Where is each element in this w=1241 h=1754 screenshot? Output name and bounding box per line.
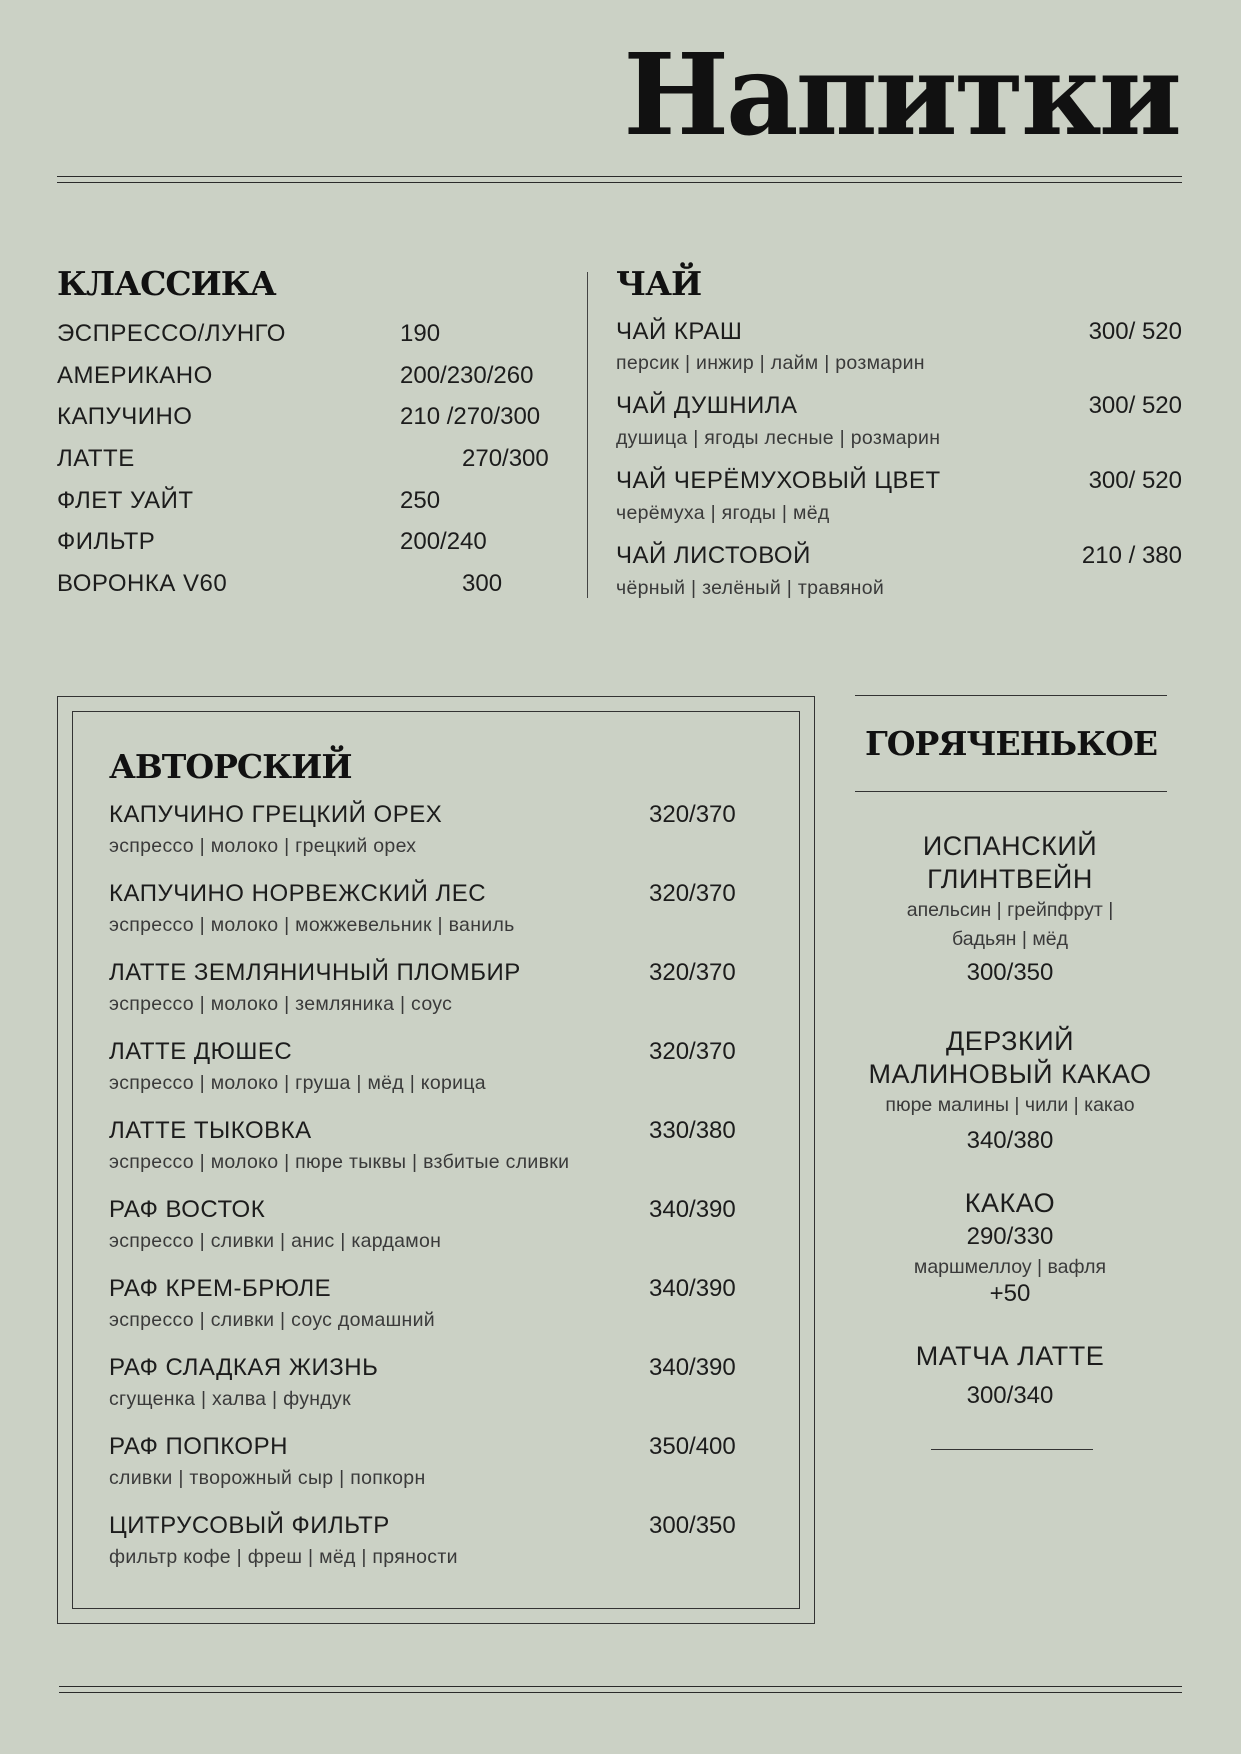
item-price: 250 (400, 487, 441, 514)
hot-item (850, 1340, 1170, 1413)
hot-bottom-rule (855, 791, 1167, 792)
hot-item (850, 830, 1170, 990)
item-description: чёрный | зелёный | травяной (616, 577, 885, 599)
item-description: черёмуха | ягоды | мёд (616, 502, 830, 524)
item-name: РАФ ВОСТОК (109, 1196, 266, 1223)
item-description: эспрессо | сливки | анис | кардамон (109, 1230, 442, 1252)
item-name: КАПУЧИНО ГРЕЦКИЙ ОРЕХ (109, 801, 443, 828)
item-name: ВОРОНКА V60 (57, 570, 228, 597)
hot-end-rule (931, 1449, 1093, 1450)
page-title: Напитки (623, 30, 1179, 161)
item-description: сливки | творожный сыр | попкорн (109, 1467, 426, 1489)
item-description: сгущенка | халва | фундук (109, 1388, 351, 1410)
item-name: РАФ ПОПКОРН (109, 1433, 288, 1460)
item-price: 210 / 380 (1081, 542, 1182, 569)
item-name: ФИЛЬТР (57, 528, 156, 555)
item-description: бадьян | мёд (952, 928, 1068, 950)
item-price: 210 /270/300 (400, 403, 541, 430)
item-price: 340/380 (966, 1127, 1054, 1154)
item-description: эспрессо | молоко | можжевельник | ваниль (109, 914, 515, 936)
hot-item (850, 1187, 1170, 1308)
item-name: КАПУЧИНО (57, 403, 193, 430)
item-name: ЛАТТЕ (57, 445, 135, 472)
item-name: ЛАТТЕ ТЫКОВКА (109, 1117, 312, 1144)
item-name: ИСПАНСКИЙ (922, 831, 1098, 861)
hot-top-rule (855, 695, 1167, 696)
item-price: 270/300 (462, 445, 549, 472)
item-name: ФЛЕТ УАЙТ (57, 487, 194, 514)
item-description: маршмеллоу | вафля (913, 1256, 1107, 1278)
item-description: персик | инжир | лайм | розмарин (616, 352, 925, 374)
item-name: ЭСПРЕССО/ЛУНГО (57, 320, 286, 347)
item-description: душица | ягоды лесные | розмарин (616, 427, 941, 449)
item-price: 200/230/260 (400, 362, 534, 389)
item-name: МАТЧА ЛАТТЕ (915, 1341, 1105, 1371)
item-name: АМЕРИКАНО (57, 362, 213, 389)
item-price: 300/ 520 (1088, 467, 1182, 494)
item-price: 300/350 (966, 959, 1054, 986)
item-name: КАПУЧИНО НОРВЕЖСКИЙ ЛЕС (109, 880, 487, 907)
item-price: 190 (400, 320, 441, 347)
title-divider (57, 176, 1182, 183)
item-name: РАФ КРЕМ-БРЮЛЕ (109, 1275, 332, 1302)
item-price: 340/390 (649, 1275, 736, 1302)
item-price: 320/370 (649, 1038, 736, 1065)
item-description: эспрессо | молоко | пюре тыквы | взбитые сливки (109, 1151, 570, 1173)
item-price: 200/240 (400, 528, 487, 555)
item-description: эспрессо | молоко | земляника | соус (109, 993, 453, 1015)
item-name: РАФ СЛАДКАЯ ЖИЗНЬ (109, 1354, 379, 1381)
footer-divider (59, 1686, 1182, 1693)
hot-heading: ГОРЯЧЕНЬКОЕ (864, 724, 1158, 763)
item-price: 300 (462, 570, 503, 597)
item-price: 350/400 (649, 1433, 736, 1460)
item-description: фильтр кофе | фреш | мёд | пряности (109, 1546, 458, 1568)
item-name: ЧАЙ ДУШНИЛА (616, 392, 798, 419)
item-name: ЧАЙ КРАШ (616, 318, 743, 345)
item-price: 340/390 (649, 1196, 736, 1223)
item-description: пюре малины | чили | какао (885, 1094, 1135, 1116)
item-price: 290/330 (966, 1223, 1054, 1250)
item-name: ЦИТРУСОВЫЙ ФИЛЬТР (109, 1512, 390, 1539)
item-price: 300/340 (966, 1382, 1054, 1409)
item-name: ЛАТТЕ ДЮШЕС (109, 1038, 293, 1065)
item-price: 300/ 520 (1088, 392, 1182, 419)
item-description: эспрессо | молоко | грецкий орех (109, 835, 417, 857)
item-price: 340/390 (649, 1354, 736, 1381)
item-name: ЧАЙ ЛИСТОВОЙ (616, 542, 811, 569)
tea-heading: ЧАЙ (616, 264, 702, 303)
item-name: ГЛИНТВЕЙН (927, 864, 1093, 894)
item-name: МАЛИНОВЫЙ КАКАО (868, 1059, 1152, 1089)
item-name: ЛАТТЕ ЗЕМЛЯНИЧНЫЙ ПЛОМБИР (109, 959, 521, 986)
item-price: 320/370 (649, 801, 736, 828)
item-price: 320/370 (649, 959, 736, 986)
item-price: 300/350 (649, 1512, 736, 1539)
column-divider (587, 272, 588, 598)
item-name: КАКАО (964, 1188, 1056, 1218)
item-extra-price: +50 (989, 1280, 1031, 1307)
item-price: 320/370 (649, 880, 736, 907)
item-price: 330/380 (649, 1117, 736, 1144)
author-heading: АВТОРСКИЙ (109, 747, 352, 786)
item-description: эспрессо | сливки | соус домашний (109, 1309, 435, 1331)
item-name: ДЕРЗКИЙ (945, 1026, 1075, 1056)
item-description: эспрессо | молоко | груша | мёд | корица (109, 1072, 486, 1094)
classic-heading: КЛАССИКА (57, 264, 276, 303)
item-description: апельсин | грейпфрут | (906, 899, 1114, 921)
item-name: ЧАЙ ЧЕРЁМУХОВЫЙ ЦВЕТ (616, 467, 941, 494)
item-price: 300/ 520 (1088, 318, 1182, 345)
hot-item (850, 1025, 1170, 1158)
